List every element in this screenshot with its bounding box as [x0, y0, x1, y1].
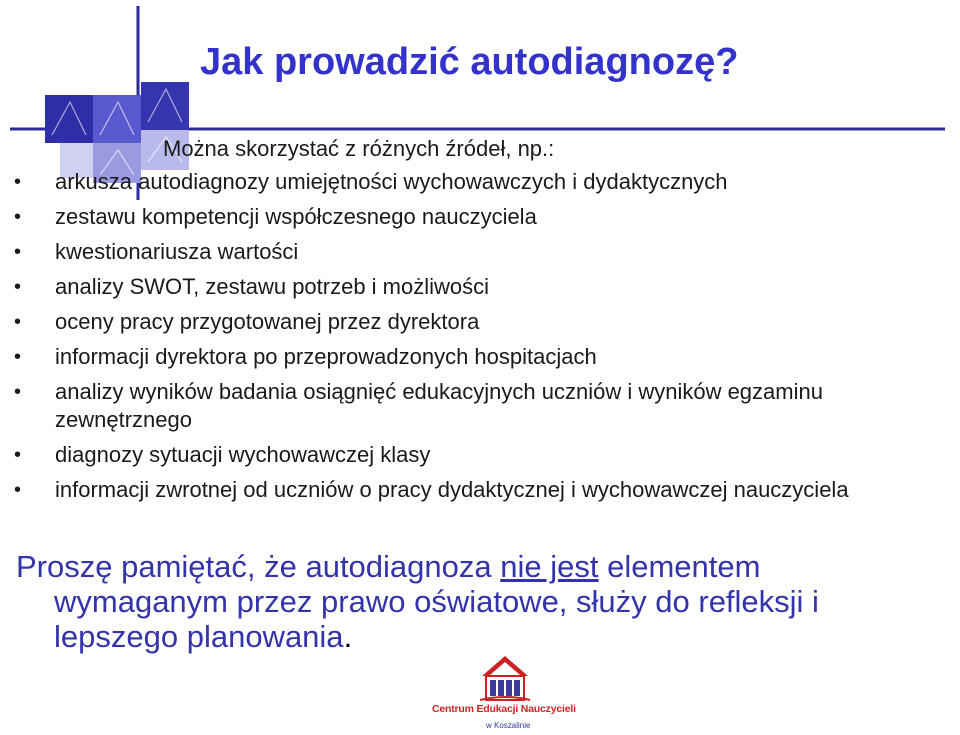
list-item: • diagnozy sytuacji wychowawczej klasy: [14, 442, 431, 467]
note-emphasis: nie jest: [500, 549, 599, 584]
list-item: • oceny pracy przygotowanej przez dyrektora: [14, 309, 480, 334]
list-item: • zestawu kompetencji współczesnego nauczyciela: [14, 204, 537, 229]
slide-title: Jak prowadzić autodiagnozę?: [200, 41, 739, 83]
note-line2: wymaganym przez prawo oświatowe, służy do refleksji i: [54, 584, 819, 619]
reminder-note: [16, 549, 946, 654]
bullet-icon: •: [14, 276, 22, 298]
note-line3-wrap: [16, 619, 946, 654]
note-part1: Proszę pamiętać, że autodiagnoza: [16, 549, 501, 584]
bullet-icon: •: [14, 381, 22, 403]
logo-subtext: w Koszalinie: [486, 721, 531, 730]
bullet-icon: •: [14, 444, 22, 466]
list-item: • informacji dyrektora po przeprowadzonych hospitacjach: [14, 344, 597, 369]
bullet-icon: •: [14, 206, 22, 228]
intro-text: Można skorzystać z różnych źródeł, np.:: [163, 136, 555, 161]
bullet-icon: •: [14, 241, 22, 263]
list-item: • informacji zwrotnej od uczniów o pracy dydaktycznej i wychowawczej nauczyciela: [14, 477, 849, 502]
list-item: • arkusza autodiagnozy umiejętności wychowawczych i dydaktycznych: [14, 169, 728, 194]
bullet-icon: •: [14, 171, 22, 193]
bullet-icon: •: [14, 346, 22, 368]
logo-name: Centrum Edukacji Nauczycieli: [432, 703, 576, 715]
note-period: .: [343, 619, 353, 654]
bullet-icon: •: [14, 479, 22, 501]
list-item: • kwestionariusza wartości: [14, 239, 299, 264]
note-part2: elementem: [598, 549, 761, 584]
note-line3: lepszego planowania: [54, 619, 344, 654]
bullet-icon: •: [14, 311, 22, 333]
list-item: • analizy wyników badania osiągnięć edukacyjnych uczniów i wyników egzaminu zewnętrznego: [14, 379, 823, 432]
list-item: • analizy SWOT, zestawu potrzeb i możliwości: [14, 274, 490, 299]
source-list: [0, 168, 960, 511]
